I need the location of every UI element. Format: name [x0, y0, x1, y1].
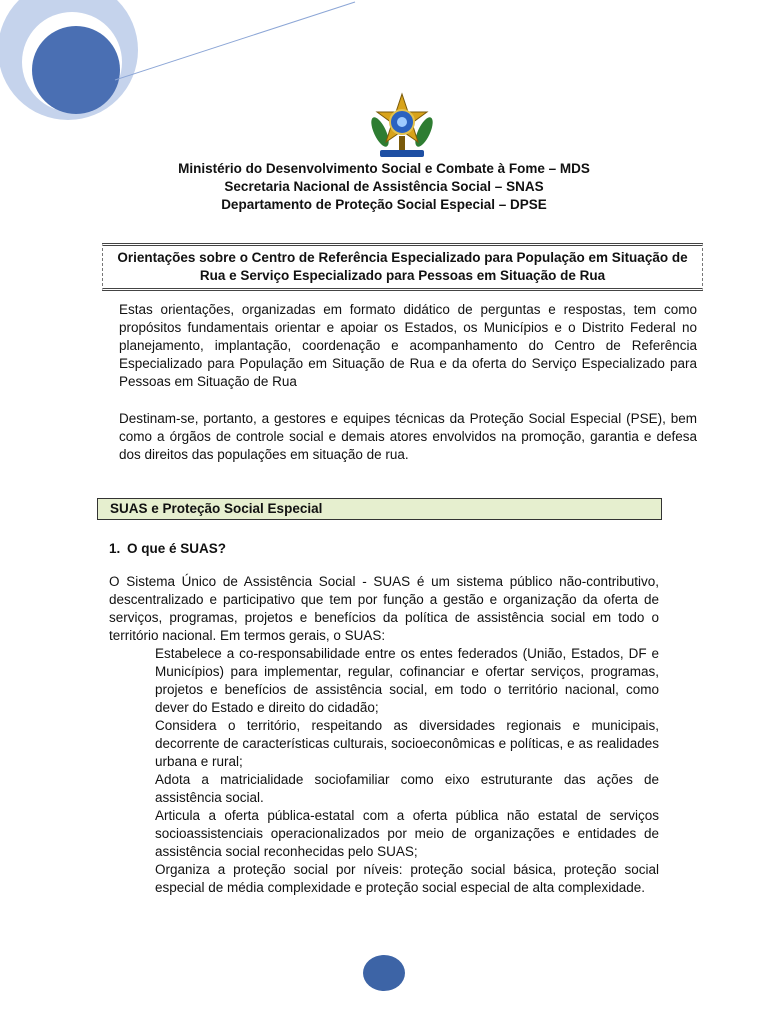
question-heading: [109, 540, 226, 558]
intro-paragraph-2: Destinam-se, portanto, a gestores e equipes técnicas da Proteção Social Especial (PSE), bem como a órgãos de controle social e demais atores envolvidos na promoção, garantia e defesa dos direitos das populações em situação de rua.: [119, 411, 697, 462]
suas-characteristics-list: [155, 645, 659, 897]
coat-of-arms-icon: [366, 92, 438, 164]
department-name: Departamento de Proteção Social Especial – DPSE: [221, 197, 547, 212]
intro-paragraph-2-block: [119, 410, 697, 464]
list-item: Articula a oferta pública-estatal com a oferta pública não estatal de serviços socioassistenciais operacionalizados por meio de organizações e entidades de assistência social reconhecidas pelo SUAS;: [155, 808, 659, 859]
answer-paragraph-block: [109, 573, 659, 645]
question-number: 1.: [109, 541, 121, 556]
question-text: O que é SUAS?: [127, 541, 227, 556]
ministry-name: Ministério do Desenvolvimento Social e Combate à Fome – MDS: [178, 161, 590, 176]
document-title-line1: Orientações sobre o Centro de Referência Especializado para População em Situação de: [117, 250, 688, 265]
document-header: [0, 160, 768, 214]
intro-paragraph-1: Estas orientações, organizadas em formato didático de perguntas e respostas, tem como propósitos fundamentais orientar e apoiar os Estados, os Municípios e o Distrito Federal no planejamento, implantação, coordenação e acompanhamento do Centro de Referência Especializado para População em Situação de Rua e da oferta do Serviço Especializado para Pessoas em Situação de Rua: [119, 302, 697, 389]
section-heading: SUAS e Proteção Social Especial: [97, 498, 662, 520]
document-title-line2: Rua e Serviço Especializado para Pessoas em Situação de Rua: [199, 268, 606, 283]
answer-paragraph: O Sistema Único de Assistência Social - SUAS é um sistema público não-contributivo, descentralizado e participativo que tem por função a gestão e organização da oferta de serviços, programas, projetos e benefícios da política de assistência social em todo o território nacional. Em termos gerais, o SUAS:: [109, 574, 659, 643]
list-item: Adota a matricialidade sociofamiliar como eixo estruturante das ações de assistência social.: [155, 772, 659, 805]
secretariat-name: Secretaria Nacional de Assistência Social – SNAS: [224, 179, 544, 194]
page-marker-dot: [363, 955, 405, 991]
list-item: Considera o território, respeitando as diversidades regionais e municipais, decorrente de características culturais, socioeconômicas e políticas, e as realidades urbana e rural;: [155, 718, 659, 769]
corner-decoration: [0, 0, 360, 130]
list-item: Organiza a proteção social por níveis: proteção social básica, proteção social especial de média complexidade e proteção social especial de alta complexidade.: [155, 862, 659, 895]
list-item: Estabelece a co-responsabilidade entre os entes federados (União, Estados, DF e Municípios) para implementar, regular, cofinanciar e ofertar serviços, programas, projetos e benefícios de assistência social, em todo o território nacional, como dever do Estado e direito do cidadão;: [155, 646, 659, 715]
intro-paragraph-1-block: [119, 301, 697, 391]
document-title-box: [102, 243, 703, 291]
